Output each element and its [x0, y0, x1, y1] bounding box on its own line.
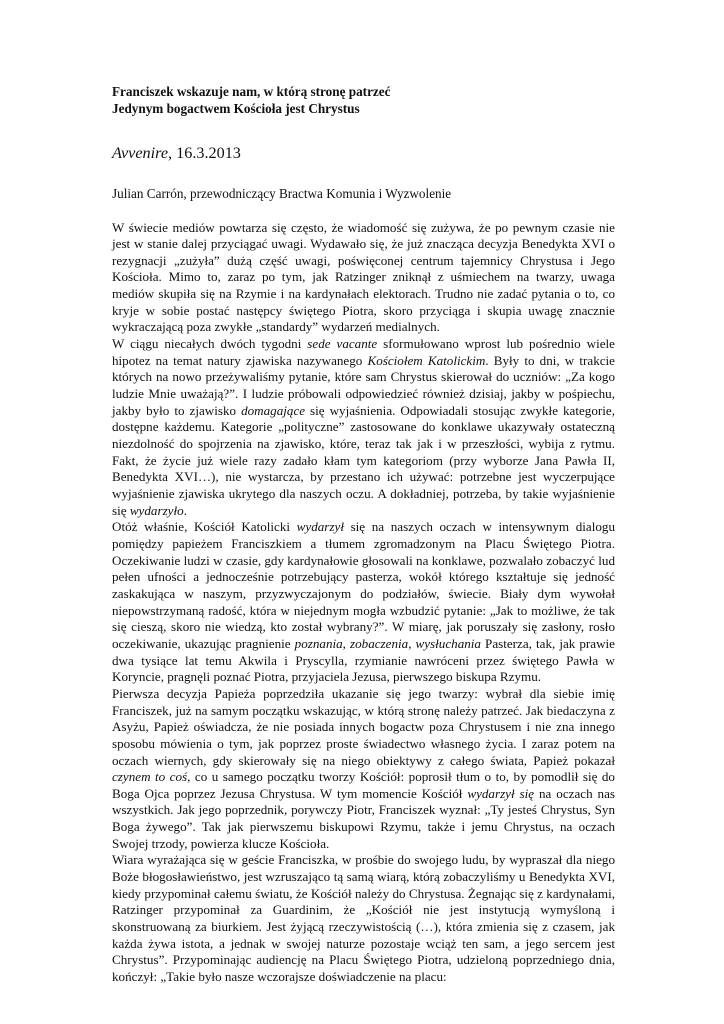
source-date: , 16.3.2013 — [168, 144, 241, 162]
italic-text: wydarzył się — [467, 785, 535, 801]
paragraph — [112, 686, 615, 853]
paragraph-text: Wiara wyrażająca się w geście Franciszka, w prośbie do swojego ludu, by wypraszał dla niego Boże błogosławieństwo, jest wzruszająco tą samą wiarą, którą zobaczyliśmy u Benedykta XVI, kiedy przypominał całemu światu, że Kościół należy do Chrystusa. Żegnając się z kardynałami, Ratzinger przypominał za Guardinim, że „Kościół nie jest instytucją wymyśloną i skonstruowaną za biurkiem. Jest żyjącą rzeczywistością (…), która zmienia się z czasem, jak każda żywa istota, a jednak w swojej naturze pozostaje wciąż ten sam, a jego sercem jest Chrystus”. Przypominając audiencję na Placu Świętego Piotra, udzieloną poprzedniego dnia, kończył: „Takie było nasze wczorajsze doświadczenie na placu: — [112, 852, 615, 985]
paragraph-text: Pasterza, tak, jak prawie dwa tysiące lat temu Akwila i Pryscylla, rzymianie nawróceni przez świętego Pawła w Koryncie, pragnęli poznać Piotra, przyjaciela Jezusa, pierwszego biskupa Rzymu. — [112, 635, 615, 685]
paragraph — [112, 220, 615, 337]
paragraph-text: Pierwsza decyzja Papieża poprzedziła ukazanie się jego twarzy: wybrał dla siebie imię Franciszek, już na samym początku wskazując, w którą stronę należy patrzeć. Jak biedaczyna z Asyżu, Papież oświadcza, że nie posiada innych bogactw poza Chrystusem i nie zna innego sposobu mówienia o tym, jak poprzez proste świadectwo własnego życia. I zaraz potem na oczach wiernych, gdy skierowały się na niego obiektywy z całego świata, Papież pokazał — [112, 685, 615, 768]
italic-text: czynem to coś — [112, 769, 188, 785]
paragraph-text: się na naszych oczach w intensywnym dialogu pomiędzy papieżem Franciszkiem a tłumem zgromadzonym na Placu Świętego Piotra. Oczekiwanie ludzi w czasie, gdy kardynałowie głosowali na konklawe, pozwalało zobaczyć lud pełen ufności a jednocześnie potrzebujący pasterza, wokół którego kształtuje się jedność zaskakująca w naszym, przyzwyczajonym do podziałów, świecie. Biały dym wywołał niepowstrzymaną radość, która w niejednym mogła wzbudzić pytanie: „Jak to możliwe, że tak się cieszą, skoro nie wiedzą, kto został wybrany?”. W miarę, jak poruszały się zasłony, rosło oczekiwanie, ukazując pragnienie — [112, 519, 615, 651]
paragraph-text: , co u samego początku tworzy Kościół: poprosił tłum o to, by pomodlił się do Boga Ojca poprzez Jezusa Chrystusa. W tym momencie Kościół — [112, 769, 615, 801]
article-title-line-2: Jedynym bogactwem Kościoła jest Chrystus — [112, 100, 360, 116]
italic-text: zobaczenia — [350, 635, 409, 651]
author-line: Julian Carrón, przewodniczący Bractwa Komunia i Wyzwolenie — [112, 186, 452, 201]
paragraph-text: się wyjaśnienia. Odpowiadali stosując zwykłe kategorie, dostępne każdemu. Kategorie „polityczne” zastosowane do konklawe ukazywały ostateczną niezdolność do spojrzenia na zjawisko, które, teraz tak jak i w przeszłości, wybija z rytmu. Fakt, że życie już wiele razy zadało kłam tym kategoriom (przy wyborze Jana Pawła II, Benedykta XVI…), nie wystarcza, by przestano ich używać: potrzebne jest wyczerpujące wyjaśnienie zjawiska ukrytego dla naszych oczu. A dokładniej, potrzeba, by takie wyjaśnienie się — [112, 402, 615, 518]
paragraph-text: sformułowano wprost lub pośrednio wiele hipotez na temat natury zjawiska nazywanego — [112, 336, 615, 368]
paragraph-text: W świecie mediów powtarza się często, że wiadomość się zużywa, że po pewnym czasie nie jest w stanie dalej przyciągać uwagi. Wydawało się, że już znacząca decyzja Benedykta XVI o rezygnacji „zużyła” dużą część uwagi, poświęconej centrum tajemnicy Chrystusa i Jego Kościoła. Mimo to, zaraz po tym, jak Ratzinger zniknął z uśmiechem na twarzy, uwaga mediów skupiła się na Rzymie i na kardynałach elektorach. Trudno nie zadać pytania o to, co kryje w sobie postać następcy świętego Piotra, skoro przyciąga i skupia uwagę znacznie wykraczającą poza zwykłe „standardy” wydarzeń medialnych. — [112, 219, 615, 335]
paragraph-text: , — [342, 635, 350, 651]
paragraph-text: Otóż właśnie, Kościół Katolicki — [112, 519, 297, 535]
article-title-line-1: Franciszek wskazuje nam, w którą stronę patrzeć — [112, 84, 391, 99]
source-line — [112, 143, 615, 163]
paragraph-text: na oczach nas wszystkich. Jak jego poprzednik, porywczy Piotr, Franciszek wyznał: „Ty jesteś Chrystus, Syn Boga żywego”. Tak jak pierwszemu biskupowi Rzymu, także i jemu Chrystus, na oczach Swojej trzody, powierza klucze Kościoła. — [112, 785, 615, 851]
italic-text: domagające — [241, 402, 306, 418]
source-name: Avvenire — [112, 144, 169, 162]
paragraph — [112, 852, 615, 985]
paragraph — [112, 336, 615, 519]
italic-text: poznania — [294, 635, 343, 651]
italic-text: sede vacante — [307, 336, 378, 352]
italic-text: wydarzył — [296, 519, 344, 535]
paragraph-text: W ciągu niecałych dwóch tygodni — [112, 336, 308, 352]
italic-text: Kościołem Katolickim — [367, 352, 486, 368]
italic-text: wydarzyło — [129, 502, 184, 518]
paragraph-text: . Były to dni, w trakcie których na nowo przeżywaliśmy pytanie, które sam Chrystus skierował do uczniów: „Za kogo ludzie Mnie uważają?”. I ludzie próbowali odpowiedzieć również dzisiaj, jakby w pośpiechu, jakby było to zjawisko — [112, 352, 615, 418]
italic-text: wysłuchania — [415, 635, 481, 651]
paragraph-text: , — [408, 635, 416, 651]
paragraph — [112, 519, 615, 686]
article — [112, 84, 615, 986]
article-body — [112, 220, 615, 986]
paragraph-text: . — [183, 502, 187, 518]
